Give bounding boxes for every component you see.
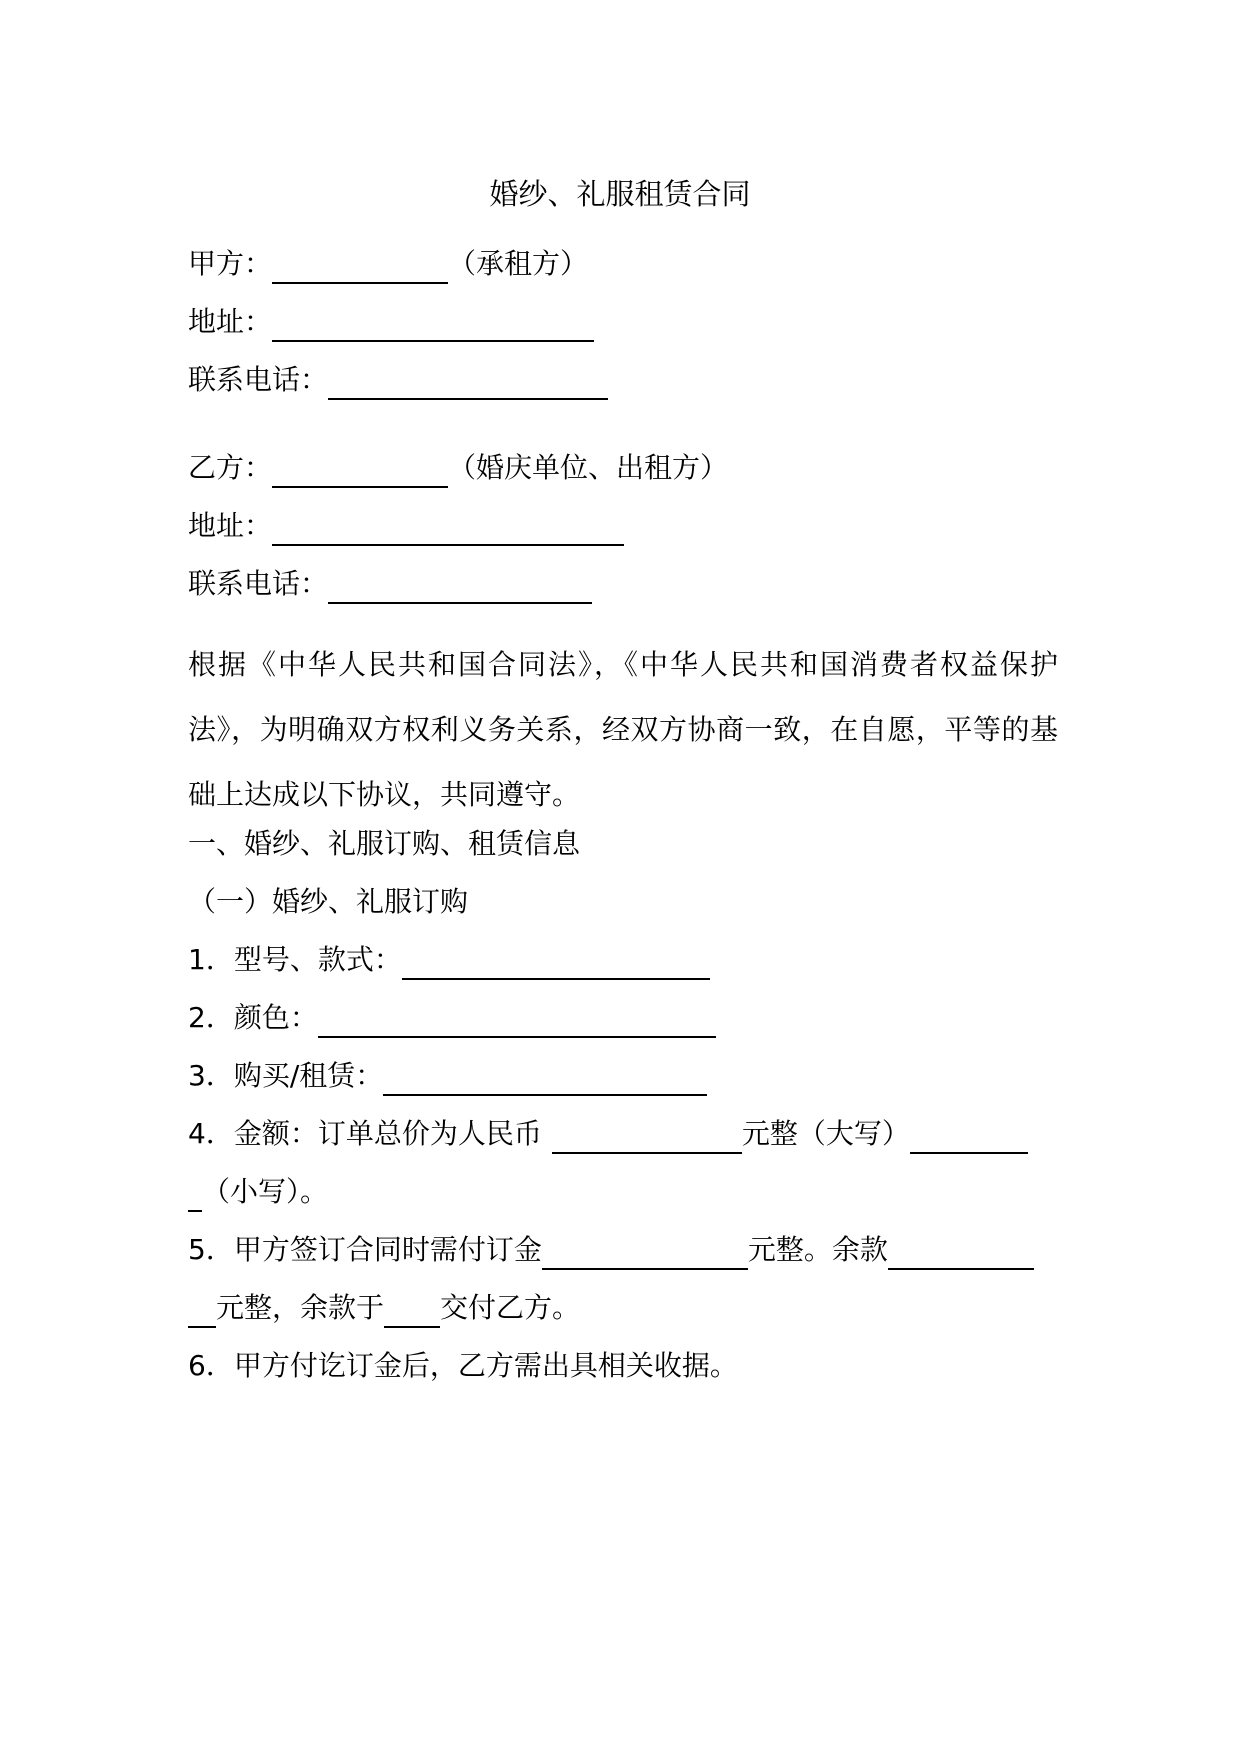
amount-lower-blank-continued[interactable] <box>188 1180 202 1212</box>
party-a-address-label: 地址： <box>188 305 273 338</box>
item-amount-line-2 <box>188 1172 328 1212</box>
preamble-paragraph: 根据《中华人民共和国合同法》，《中华人民共和国消费者权益保护法》，为明确双方权利义务关系，经双方协商一致，在自愿，平等的基础上达成以下协议，共同遵守。 <box>188 648 1058 811</box>
party-a-address-line <box>188 302 594 342</box>
item-balance-label: 元整。余款 <box>747 1233 888 1266</box>
party-b-name-blank[interactable] <box>272 456 448 488</box>
item-amount-label: 4．金额：订单总价为人民币 <box>188 1117 542 1150</box>
party-a-line <box>188 244 588 284</box>
model-blank[interactable] <box>402 948 710 980</box>
section-heading: 一、婚纱、礼服订购、租赁信息 <box>188 827 581 860</box>
party-b-line <box>188 448 728 488</box>
amount-lower-blank[interactable] <box>910 1122 1028 1154</box>
balance-blank[interactable] <box>888 1238 1034 1270</box>
subsection-heading: （一）婚纱、礼服订购 <box>188 885 469 918</box>
item-receipt-line: 6．甲方付讫订金后，乙方需出具相关收据。 <box>188 1349 738 1382</box>
party-b-phone-label: 联系电话： <box>188 567 329 600</box>
item-purchase-line <box>188 1056 707 1096</box>
item-balance-due-label: 元整，余款于 <box>216 1291 385 1324</box>
balance-due-blank[interactable] <box>384 1296 440 1328</box>
party-b-label: 乙方： <box>188 451 273 484</box>
item-balance-deliver-label: 交付乙方。 <box>440 1291 581 1324</box>
item-color-line <box>188 998 716 1038</box>
item-model-line <box>188 940 710 980</box>
item-purchase-label: 3．购买/租赁： <box>188 1059 384 1092</box>
deposit-blank[interactable] <box>542 1238 748 1270</box>
item-deposit-line <box>188 1230 1034 1270</box>
party-b-phone-line <box>188 564 592 604</box>
party-a-phone-label: 联系电话： <box>188 363 329 396</box>
party-a-name-blank[interactable] <box>272 252 448 284</box>
party-b-phone-blank[interactable] <box>328 572 592 604</box>
item-amount-line <box>188 1114 1028 1154</box>
party-a-address-blank[interactable] <box>272 310 594 342</box>
amount-upper-blank[interactable] <box>552 1122 742 1154</box>
party-a-phone-line <box>188 360 608 400</box>
party-b-role: （婚庆单位、出租方） <box>448 451 729 484</box>
document-title: 婚纱、礼服租赁合同 <box>489 177 751 211</box>
item-deposit-line-2 <box>188 1288 580 1328</box>
item-amount-upper-label: 元整（大写） <box>741 1117 910 1150</box>
purchase-blank[interactable] <box>383 1064 707 1096</box>
balance-blank-continued[interactable] <box>188 1296 216 1328</box>
party-a-role: （承租方） <box>448 247 589 280</box>
party-a-phone-blank[interactable] <box>328 368 608 400</box>
item-deposit-label: 5．甲方签订合同时需付订金 <box>188 1233 542 1266</box>
party-b-address-label: 地址： <box>188 509 273 542</box>
item-color-label: 2．颜色： <box>188 1001 318 1034</box>
party-b-address-line <box>188 506 624 546</box>
party-b-address-blank[interactable] <box>272 514 624 546</box>
item-model-label: 1．型号、款式： <box>188 943 402 976</box>
party-a-label: 甲方： <box>188 247 273 280</box>
item-amount-lower-label: （小写）。 <box>202 1175 329 1208</box>
color-blank[interactable] <box>318 1006 716 1038</box>
